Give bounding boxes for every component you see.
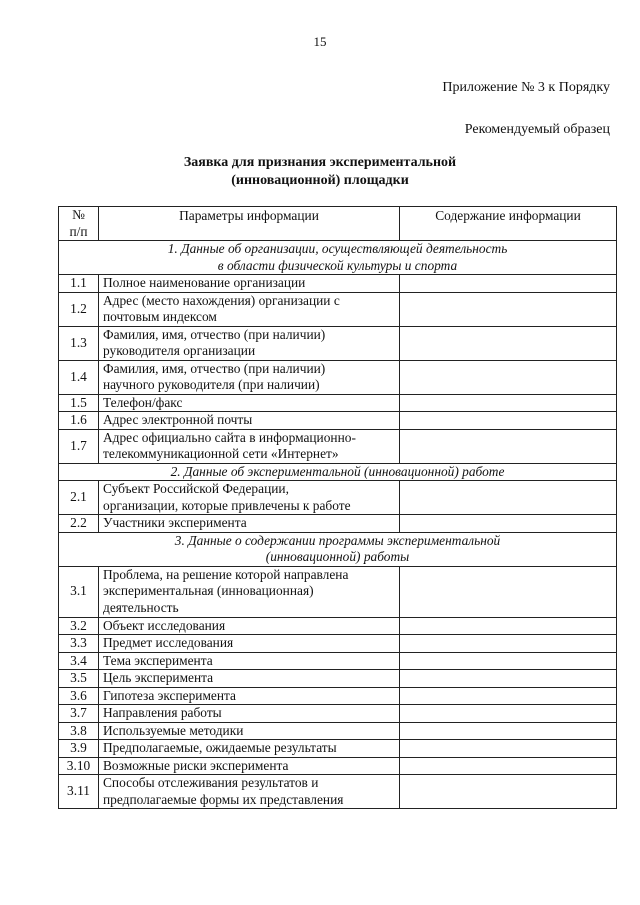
row-number: 3.1 [59, 566, 99, 617]
row-number: 1.2 [59, 292, 99, 326]
row-number: 3.2 [59, 617, 99, 635]
row-content-cell[interactable] [400, 360, 617, 394]
section-1-line-2: в области физической культуры и спорта [217, 257, 458, 273]
table-row [59, 705, 617, 723]
row-content-cell[interactable] [400, 481, 617, 515]
table-row [59, 394, 617, 412]
row-number: 3.9 [59, 740, 99, 758]
section-3-line-2: (инновационной) работы [265, 549, 410, 564]
row-parameter-line-2: научного руководителя (при наличии) [103, 377, 320, 392]
row-parameter-line-2: руководителя организации [103, 343, 256, 358]
title-line-1: Заявка для признания экспериментальной [183, 155, 457, 170]
row-number: 1.1 [59, 275, 99, 293]
row-parameter-line-2: предполагаемые формы их представления [103, 791, 344, 807]
row-number: 1.6 [59, 412, 99, 430]
row-parameter-line-2: почтовым индексом [103, 309, 217, 324]
row-parameter: Участники эксперимента [99, 515, 400, 533]
row-parameter: Полное наименование организации [99, 275, 400, 293]
row-parameter-line-1: Проблема, на решение которой направлена [103, 566, 349, 582]
table-row [59, 740, 617, 758]
row-content-cell[interactable] [400, 670, 617, 688]
row-content-cell[interactable] [400, 275, 617, 293]
table-row [59, 429, 617, 463]
row-parameter: Объект исследования [99, 617, 400, 635]
row-parameter-line-1: Фамилия, имя, отчество (при наличии) [103, 360, 326, 376]
section-3-heading [59, 532, 617, 566]
row-content-cell[interactable] [400, 757, 617, 775]
page-number: 15 [313, 34, 327, 49]
table-row [59, 652, 617, 670]
header-content: Содержание информации [400, 207, 617, 241]
table-row [59, 635, 617, 653]
row-number: 1.7 [59, 429, 99, 463]
row-parameter: Предмет исследования [99, 635, 400, 653]
row-number: 3.10 [59, 757, 99, 775]
row-parameter: Тема эксперимента [99, 652, 400, 670]
sample-label: Рекомендуемый образец [464, 122, 610, 137]
row-content-cell[interactable] [400, 429, 617, 463]
row-parameter-line-1: Субъект Российской Федерации, [103, 481, 289, 496]
row-parameter-line-1: Адрес (место нахождения) организации с [103, 292, 340, 308]
section-1-row [59, 241, 617, 275]
row-parameter [99, 481, 400, 515]
row-parameter: Гипотеза эксперимента [99, 687, 400, 705]
row-number: 3.3 [59, 635, 99, 653]
table-row [59, 757, 617, 775]
row-content-cell[interactable] [400, 722, 617, 740]
row-content-cell[interactable] [400, 687, 617, 705]
table-row [59, 617, 617, 635]
row-content-cell[interactable] [400, 566, 617, 617]
row-content-cell[interactable] [400, 326, 617, 360]
row-parameter-line-2: экспериментальная (инновационная) [103, 583, 314, 599]
section-1-heading [59, 241, 617, 275]
row-content-cell[interactable] [400, 775, 617, 809]
header-parameters: Параметры информации [99, 207, 400, 241]
table-row [59, 775, 617, 809]
row-parameter-line-1: Адрес официально сайта в информационно- [103, 429, 356, 445]
section-2-heading: 2. Данные об экспериментальной (инновационной) работе [59, 463, 617, 481]
row-parameter [99, 326, 400, 360]
table-row [59, 670, 617, 688]
table-row [59, 481, 617, 515]
row-number: 2.2 [59, 515, 99, 533]
section-2-row [59, 463, 617, 481]
row-parameter-line-1: Фамилия, имя, отчество (при наличии) [103, 326, 326, 342]
row-parameter: Цель эксперимента [99, 670, 400, 688]
appendix-heading: Приложение № 3 к Порядку [442, 80, 610, 95]
section-1-line-1: 1. Данные об организации, осуществляющей деятельность [167, 241, 508, 256]
row-content-cell[interactable] [400, 740, 617, 758]
row-content-cell[interactable] [400, 652, 617, 670]
row-content-cell[interactable] [400, 515, 617, 533]
row-content-cell[interactable] [400, 394, 617, 412]
section-3-row [59, 532, 617, 566]
header-number [59, 207, 99, 241]
row-number: 1.4 [59, 360, 99, 394]
row-number: 1.3 [59, 326, 99, 360]
row-parameter: Адрес электронной почты [99, 412, 400, 430]
row-parameter: Используемые методики [99, 722, 400, 740]
row-number: 3.4 [59, 652, 99, 670]
row-number: 1.5 [59, 394, 99, 412]
row-parameter-line-2: телекоммуникационной сети «Интернет» [103, 446, 339, 461]
row-number: 3.8 [59, 722, 99, 740]
table-row [59, 687, 617, 705]
row-parameter [99, 292, 400, 326]
row-parameter-line-3: деятельность [103, 599, 179, 615]
row-content-cell[interactable] [400, 412, 617, 430]
table-row [59, 360, 617, 394]
table-row [59, 566, 617, 617]
application-form-table [58, 206, 617, 809]
row-parameter [99, 429, 400, 463]
table-row [59, 722, 617, 740]
row-parameter-line-2: организации, которые привлечены к работе [103, 497, 351, 513]
header-number-line-2: п/п [69, 223, 88, 239]
row-content-cell[interactable] [400, 617, 617, 635]
title-line-2: (инновационной) площадки [231, 173, 409, 188]
row-parameter: Направления работы [99, 705, 400, 723]
row-content-cell[interactable] [400, 705, 617, 723]
row-number: 3.7 [59, 705, 99, 723]
table-row [59, 292, 617, 326]
row-parameter [99, 360, 400, 394]
row-content-cell[interactable] [400, 635, 617, 653]
row-number: 3.5 [59, 670, 99, 688]
row-parameter [99, 566, 400, 617]
row-parameter: Предполагаемые, ожидаемые результаты [99, 740, 400, 758]
header-number-line-1: № [72, 207, 85, 222]
table-row [59, 275, 617, 293]
row-parameter [99, 775, 400, 809]
row-content-cell[interactable] [400, 292, 617, 326]
row-parameter: Телефон/факс [99, 394, 400, 412]
row-number: 3.11 [59, 775, 99, 809]
row-parameter-line-1: Способы отслеживания результатов и [103, 775, 319, 790]
row-parameter: Возможные риски эксперимента [99, 757, 400, 775]
row-number: 2.1 [59, 481, 99, 515]
document-title [0, 154, 640, 190]
table-row [59, 326, 617, 360]
header-row [59, 207, 617, 241]
row-number: 3.6 [59, 687, 99, 705]
table-row [59, 412, 617, 430]
table-row [59, 515, 617, 533]
section-3-line-1: 3. Данные о содержании программы экспериментальной [174, 532, 501, 548]
